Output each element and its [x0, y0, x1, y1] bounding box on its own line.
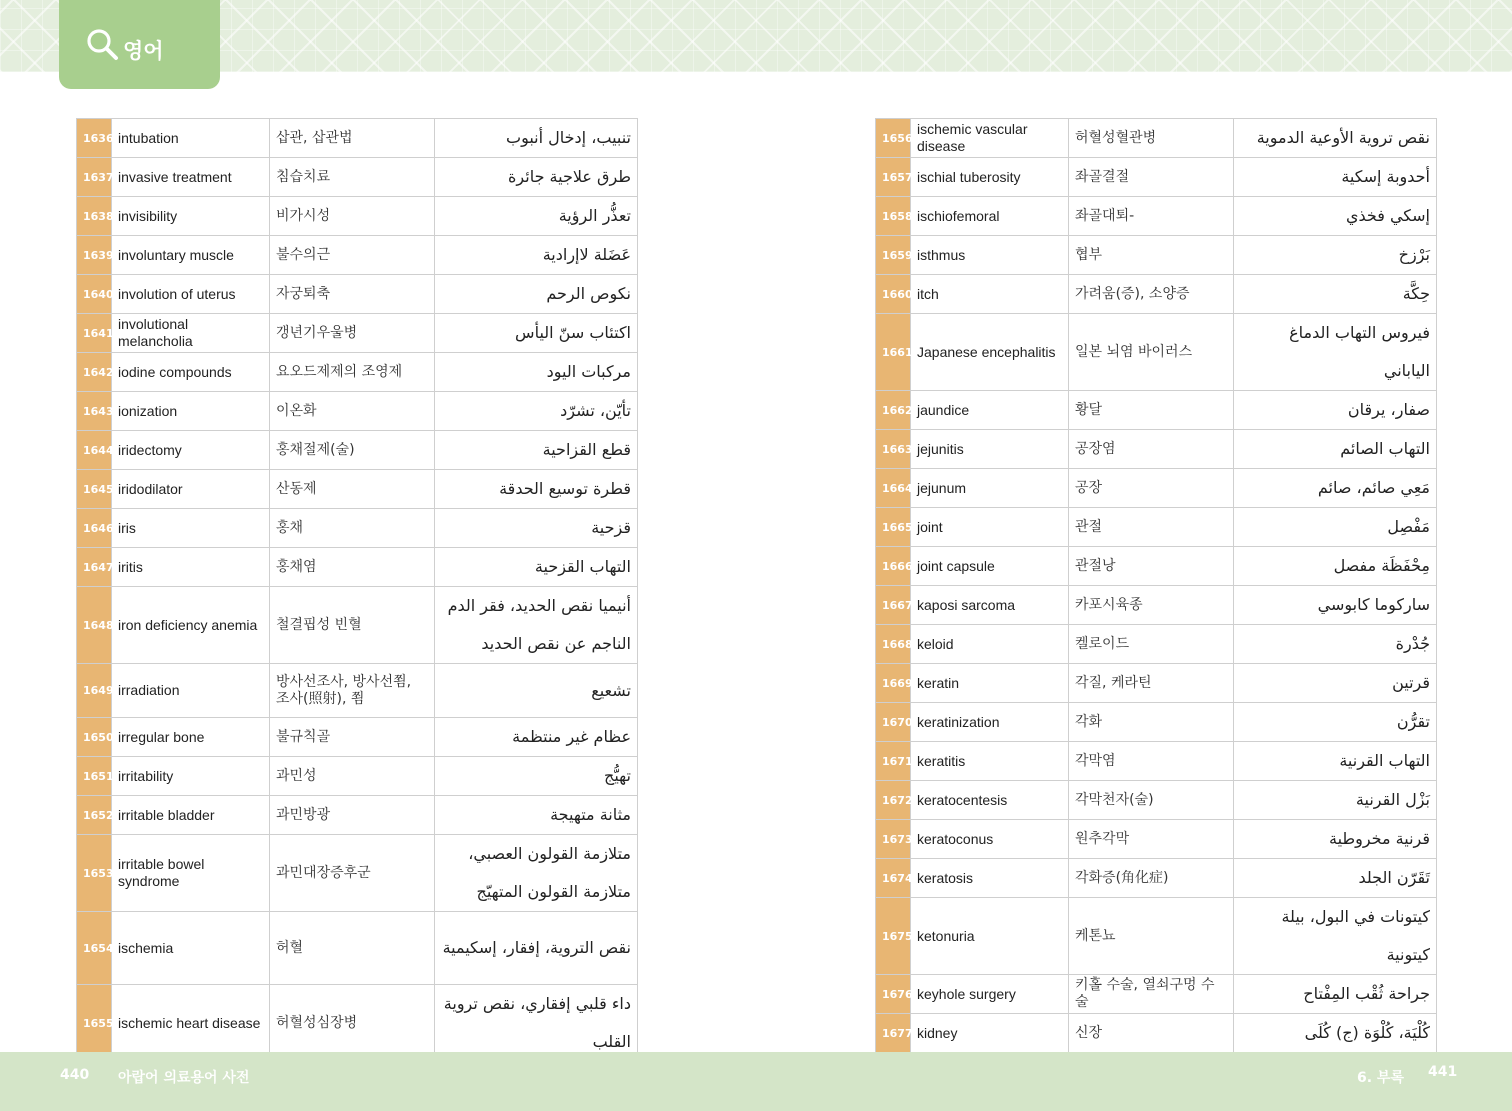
entry-number: 1641 — [77, 314, 112, 353]
table-row — [876, 859, 1437, 898]
table-row — [876, 898, 1437, 975]
korean-term: 좌골결절 — [1069, 158, 1234, 197]
arabic-term: التهاب القرنية — [1234, 742, 1437, 781]
table-row — [77, 985, 638, 1062]
entry-number: 1639 — [77, 236, 112, 275]
english-term: joint capsule — [911, 547, 1069, 586]
arabic-term: كُلْيَة، كُلْوَة (ج) كُلَى — [1234, 1014, 1437, 1053]
entry-number: 1677 — [876, 1014, 911, 1053]
entry-number: 1663 — [876, 430, 911, 469]
arabic-term: مركبات اليود — [435, 353, 638, 392]
korean-term: 허혈 — [270, 912, 435, 985]
korean-term: 허혈성혈관병 — [1069, 119, 1234, 158]
korean-term: 홍채염 — [270, 548, 435, 587]
korean-term: 가려움(증), 소양증 — [1069, 275, 1234, 314]
book-title: 아랍어 의료용어 사전 — [118, 1070, 250, 1086]
table-row — [77, 912, 638, 985]
entry-number: 1664 — [876, 469, 911, 508]
entry-number: 1651 — [77, 757, 112, 796]
korean-term: 이온화 — [270, 392, 435, 431]
table-row — [77, 236, 638, 275]
korean-term: 각질, 케라틴 — [1069, 664, 1234, 703]
entry-number: 1667 — [876, 586, 911, 625]
table-row — [876, 158, 1437, 197]
entry-number: 1671 — [876, 742, 911, 781]
arabic-term: مثانة متهيجة — [435, 796, 638, 835]
table-row — [77, 119, 638, 158]
english-term: irregular bone — [112, 718, 270, 757]
page-number-right: 441 — [1428, 1064, 1458, 1080]
korean-term: 공장염 — [1069, 430, 1234, 469]
entry-number: 1662 — [876, 391, 911, 430]
table-row — [77, 431, 638, 470]
entry-number: 1657 — [876, 158, 911, 197]
english-term: jejunum — [911, 469, 1069, 508]
english-term: ionization — [112, 392, 270, 431]
english-term: iridectomy — [112, 431, 270, 470]
table-row — [77, 664, 638, 718]
entry-number: 1636 — [77, 119, 112, 158]
table-row — [77, 587, 638, 664]
arabic-term: بَرْزخ — [1234, 236, 1437, 275]
english-term: iris — [112, 509, 270, 548]
arabic-term: التهاب القزحية — [435, 548, 638, 587]
arabic-term: تأيّن، تشرّد — [435, 392, 638, 431]
arabic-term: نقص التروية، إفقار، إسكيمية — [435, 912, 638, 985]
english-term: keyhole surgery — [911, 975, 1069, 1014]
korean-term: 홍채 — [270, 509, 435, 548]
arabic-term: تَقَرّن الجلد — [1234, 859, 1437, 898]
english-term: kidney — [911, 1014, 1069, 1053]
korean-term: 불수의근 — [270, 236, 435, 275]
arabic-term: أنيميا نقص الحديد، فقر الدم الناجم عن نقص الحديد — [435, 587, 638, 664]
english-term: jejunitis — [911, 430, 1069, 469]
arabic-term: عظام غير منتظمة — [435, 718, 638, 757]
korean-term: 갱년기우울병 — [270, 314, 435, 353]
english-term: ischemic heart disease — [112, 985, 270, 1062]
korean-term: 황달 — [1069, 391, 1234, 430]
arabic-term: قرنية مخروطية — [1234, 820, 1437, 859]
korean-term: 각화증(角化症) — [1069, 859, 1234, 898]
english-term: jaundice — [911, 391, 1069, 430]
dictionary-table-left — [76, 118, 638, 1062]
english-term: involution of uterus — [112, 275, 270, 314]
entry-number: 1659 — [876, 236, 911, 275]
korean-term: 불규칙골 — [270, 718, 435, 757]
korean-term: 철결핍성 빈혈 — [270, 587, 435, 664]
entry-number: 1650 — [77, 718, 112, 757]
korean-term: 홍채절제(술) — [270, 431, 435, 470]
page-footer — [0, 1052, 1512, 1111]
korean-term: 공장 — [1069, 469, 1234, 508]
table-row — [77, 314, 638, 353]
english-term: isthmus — [911, 236, 1069, 275]
arabic-term: كيتونات في البول، بيلة كيتونية — [1234, 898, 1437, 975]
korean-term: 자궁퇴축 — [270, 275, 435, 314]
table-row — [77, 197, 638, 236]
table-row — [77, 158, 638, 197]
korean-term: 방사선조사, 방사선쬠, 조사(照射), 쬠 — [270, 664, 435, 718]
table-row — [77, 835, 638, 912]
entry-number: 1653 — [77, 835, 112, 912]
entry-number: 1674 — [876, 859, 911, 898]
arabic-term: أحدوبة إسكية — [1234, 158, 1437, 197]
table-row — [77, 509, 638, 548]
table-row — [876, 586, 1437, 625]
english-term: keratitis — [911, 742, 1069, 781]
table-row — [876, 625, 1437, 664]
korean-term: 과민대장증후군 — [270, 835, 435, 912]
section-label: 영어 — [123, 38, 164, 63]
korean-term: 과민성 — [270, 757, 435, 796]
korean-term: 카포시육종 — [1069, 586, 1234, 625]
korean-term: 신장 — [1069, 1014, 1234, 1053]
english-term: keloid — [911, 625, 1069, 664]
table-row — [876, 742, 1437, 781]
table-row — [876, 664, 1437, 703]
page-number-left: 440 — [60, 1067, 90, 1083]
arabic-term: قزحية — [435, 509, 638, 548]
english-term: irritable bowel syndrome — [112, 835, 270, 912]
english-term: iritis — [112, 548, 270, 587]
entry-number: 1640 — [77, 275, 112, 314]
table-row — [876, 314, 1437, 391]
arabic-term: التهاب الصائم — [1234, 430, 1437, 469]
korean-term: 삽관, 삽관법 — [270, 119, 435, 158]
arabic-term: متلازمة القولون العصبي، متلازمة القولون المتهيّج — [435, 835, 638, 912]
korean-term: 각막염 — [1069, 742, 1234, 781]
english-term: kaposi sarcoma — [911, 586, 1069, 625]
entry-number: 1647 — [77, 548, 112, 587]
entry-number: 1660 — [876, 275, 911, 314]
table-row — [77, 757, 638, 796]
english-term: irritable bladder — [112, 796, 270, 835]
korean-term: 원추각막 — [1069, 820, 1234, 859]
entry-number: 1642 — [77, 353, 112, 392]
entry-number: 1675 — [876, 898, 911, 975]
arabic-term: عَضَلة لاإرادية — [435, 236, 638, 275]
english-term: involuntary muscle — [112, 236, 270, 275]
entry-number: 1665 — [876, 508, 911, 547]
entry-number: 1654 — [77, 912, 112, 985]
table-row — [77, 548, 638, 587]
arabic-term: بَزْل القرنية — [1234, 781, 1437, 820]
english-term: ischial tuberosity — [911, 158, 1069, 197]
table-row — [876, 781, 1437, 820]
english-term: iodine compounds — [112, 353, 270, 392]
entry-number: 1646 — [77, 509, 112, 548]
korean-term: 케톤뇨 — [1069, 898, 1234, 975]
korean-term: 산동제 — [270, 470, 435, 509]
entry-number: 1648 — [77, 587, 112, 664]
table-row — [876, 469, 1437, 508]
entry-number: 1668 — [876, 625, 911, 664]
korean-term: 협부 — [1069, 236, 1234, 275]
arabic-term: طرق علاجية جائرة — [435, 158, 638, 197]
english-term: keratosis — [911, 859, 1069, 898]
table-row — [876, 547, 1437, 586]
arabic-term: قرتين — [1234, 664, 1437, 703]
entry-number: 1656 — [876, 119, 911, 158]
table-row — [876, 197, 1437, 236]
korean-term: 허혈성심장병 — [270, 985, 435, 1062]
english-term: intubation — [112, 119, 270, 158]
korean-term: 관절낭 — [1069, 547, 1234, 586]
entry-number: 1670 — [876, 703, 911, 742]
arabic-term: تنبيب، إدخال أنبوب — [435, 119, 638, 158]
entry-number: 1649 — [77, 664, 112, 718]
arabic-term: تقرُّن — [1234, 703, 1437, 742]
english-term: itch — [911, 275, 1069, 314]
arabic-term: صفار، يرقان — [1234, 391, 1437, 430]
entry-number: 1672 — [876, 781, 911, 820]
table-row — [876, 275, 1437, 314]
header-pattern-band — [0, 0, 1512, 72]
table-row — [876, 236, 1437, 275]
entry-number: 1661 — [876, 314, 911, 391]
table-row — [77, 796, 638, 835]
arabic-term: جُدْرة — [1234, 625, 1437, 664]
table-row — [77, 392, 638, 431]
arabic-term: ساركوما كابوسي — [1234, 586, 1437, 625]
table-row — [876, 508, 1437, 547]
arabic-term: جراحة ثُقْب المِفْتاح — [1234, 975, 1437, 1014]
table-row — [876, 975, 1437, 1014]
arabic-term: داء قلبي إفقاري، نقص تروية القلب — [435, 985, 638, 1062]
korean-term: 키홀 수술, 열쇠구멍 수술 — [1069, 975, 1234, 1014]
english-term: keratocentesis — [911, 781, 1069, 820]
table-row — [876, 1014, 1437, 1053]
table-row — [876, 430, 1437, 469]
chapter-title: 6. 부록 — [1357, 1070, 1404, 1086]
english-term: irradiation — [112, 664, 270, 718]
table-row — [876, 391, 1437, 430]
english-term: invisibility — [112, 197, 270, 236]
english-term: keratinization — [911, 703, 1069, 742]
arabic-term: فيروس التهاب الدماغ الياباني — [1234, 314, 1437, 391]
entry-number: 1643 — [77, 392, 112, 431]
english-term: invasive treatment — [112, 158, 270, 197]
arabic-term: مِحْفَظَة مفصل — [1234, 547, 1437, 586]
arabic-term: قطرة توسيع الحدقة — [435, 470, 638, 509]
english-term: iron deficiency anemia — [112, 587, 270, 664]
entry-number: 1652 — [77, 796, 112, 835]
arabic-term: نقص تروية الأوعية الدموية — [1234, 119, 1437, 158]
entry-number: 1638 — [77, 197, 112, 236]
arabic-term: مَعِي صائم، صائم — [1234, 469, 1437, 508]
table-row — [77, 353, 638, 392]
korean-term: 관절 — [1069, 508, 1234, 547]
arabic-term: إسكي فخذي — [1234, 197, 1437, 236]
english-term: ischemia — [112, 912, 270, 985]
table-row — [77, 470, 638, 509]
english-term: iridodilator — [112, 470, 270, 509]
arabic-term: حِكَّة — [1234, 275, 1437, 314]
search-icon — [85, 27, 121, 63]
korean-term: 침습치료 — [270, 158, 435, 197]
arabic-term: اكتئاب سنّ اليأس — [435, 314, 638, 353]
entry-number: 1655 — [77, 985, 112, 1062]
table-row — [876, 119, 1437, 158]
arabic-term: تعذُّر الرؤية — [435, 197, 638, 236]
korean-term: 좌골대퇴- — [1069, 197, 1234, 236]
table-row — [876, 820, 1437, 859]
english-term: joint — [911, 508, 1069, 547]
arabic-term: تهيُّج — [435, 757, 638, 796]
english-term: ischiofemoral — [911, 197, 1069, 236]
english-term: keratin — [911, 664, 1069, 703]
section-tab — [59, 0, 220, 89]
korean-term: 요오드제제의 조영제 — [270, 353, 435, 392]
english-term: irritability — [112, 757, 270, 796]
korean-term: 켈로이드 — [1069, 625, 1234, 664]
entry-number: 1666 — [876, 547, 911, 586]
english-term: Japanese encephalitis — [911, 314, 1069, 391]
korean-term: 비가시성 — [270, 197, 435, 236]
entry-number: 1669 — [876, 664, 911, 703]
english-term: ketonuria — [911, 898, 1069, 975]
entry-number: 1645 — [77, 470, 112, 509]
table-row — [77, 718, 638, 757]
dictionary-table-right — [875, 118, 1437, 1053]
table-row — [77, 275, 638, 314]
entry-number: 1644 — [77, 431, 112, 470]
arabic-term: مَفْصِل — [1234, 508, 1437, 547]
arabic-term: تشعيع — [435, 664, 638, 718]
english-term: involutional melancholia — [112, 314, 270, 353]
entry-number: 1673 — [876, 820, 911, 859]
table-row — [876, 703, 1437, 742]
arabic-term: قطع القزاحية — [435, 431, 638, 470]
arabic-term: نكوص الرحم — [435, 275, 638, 314]
korean-term: 각막천자(술) — [1069, 781, 1234, 820]
korean-term: 각화 — [1069, 703, 1234, 742]
entry-number: 1676 — [876, 975, 911, 1014]
korean-term: 일본 뇌염 바이러스 — [1069, 314, 1234, 391]
entry-number: 1658 — [876, 197, 911, 236]
entry-number: 1637 — [77, 158, 112, 197]
english-term: ischemic vascular disease — [911, 119, 1069, 158]
english-term: keratoconus — [911, 820, 1069, 859]
korean-term: 과민방광 — [270, 796, 435, 835]
